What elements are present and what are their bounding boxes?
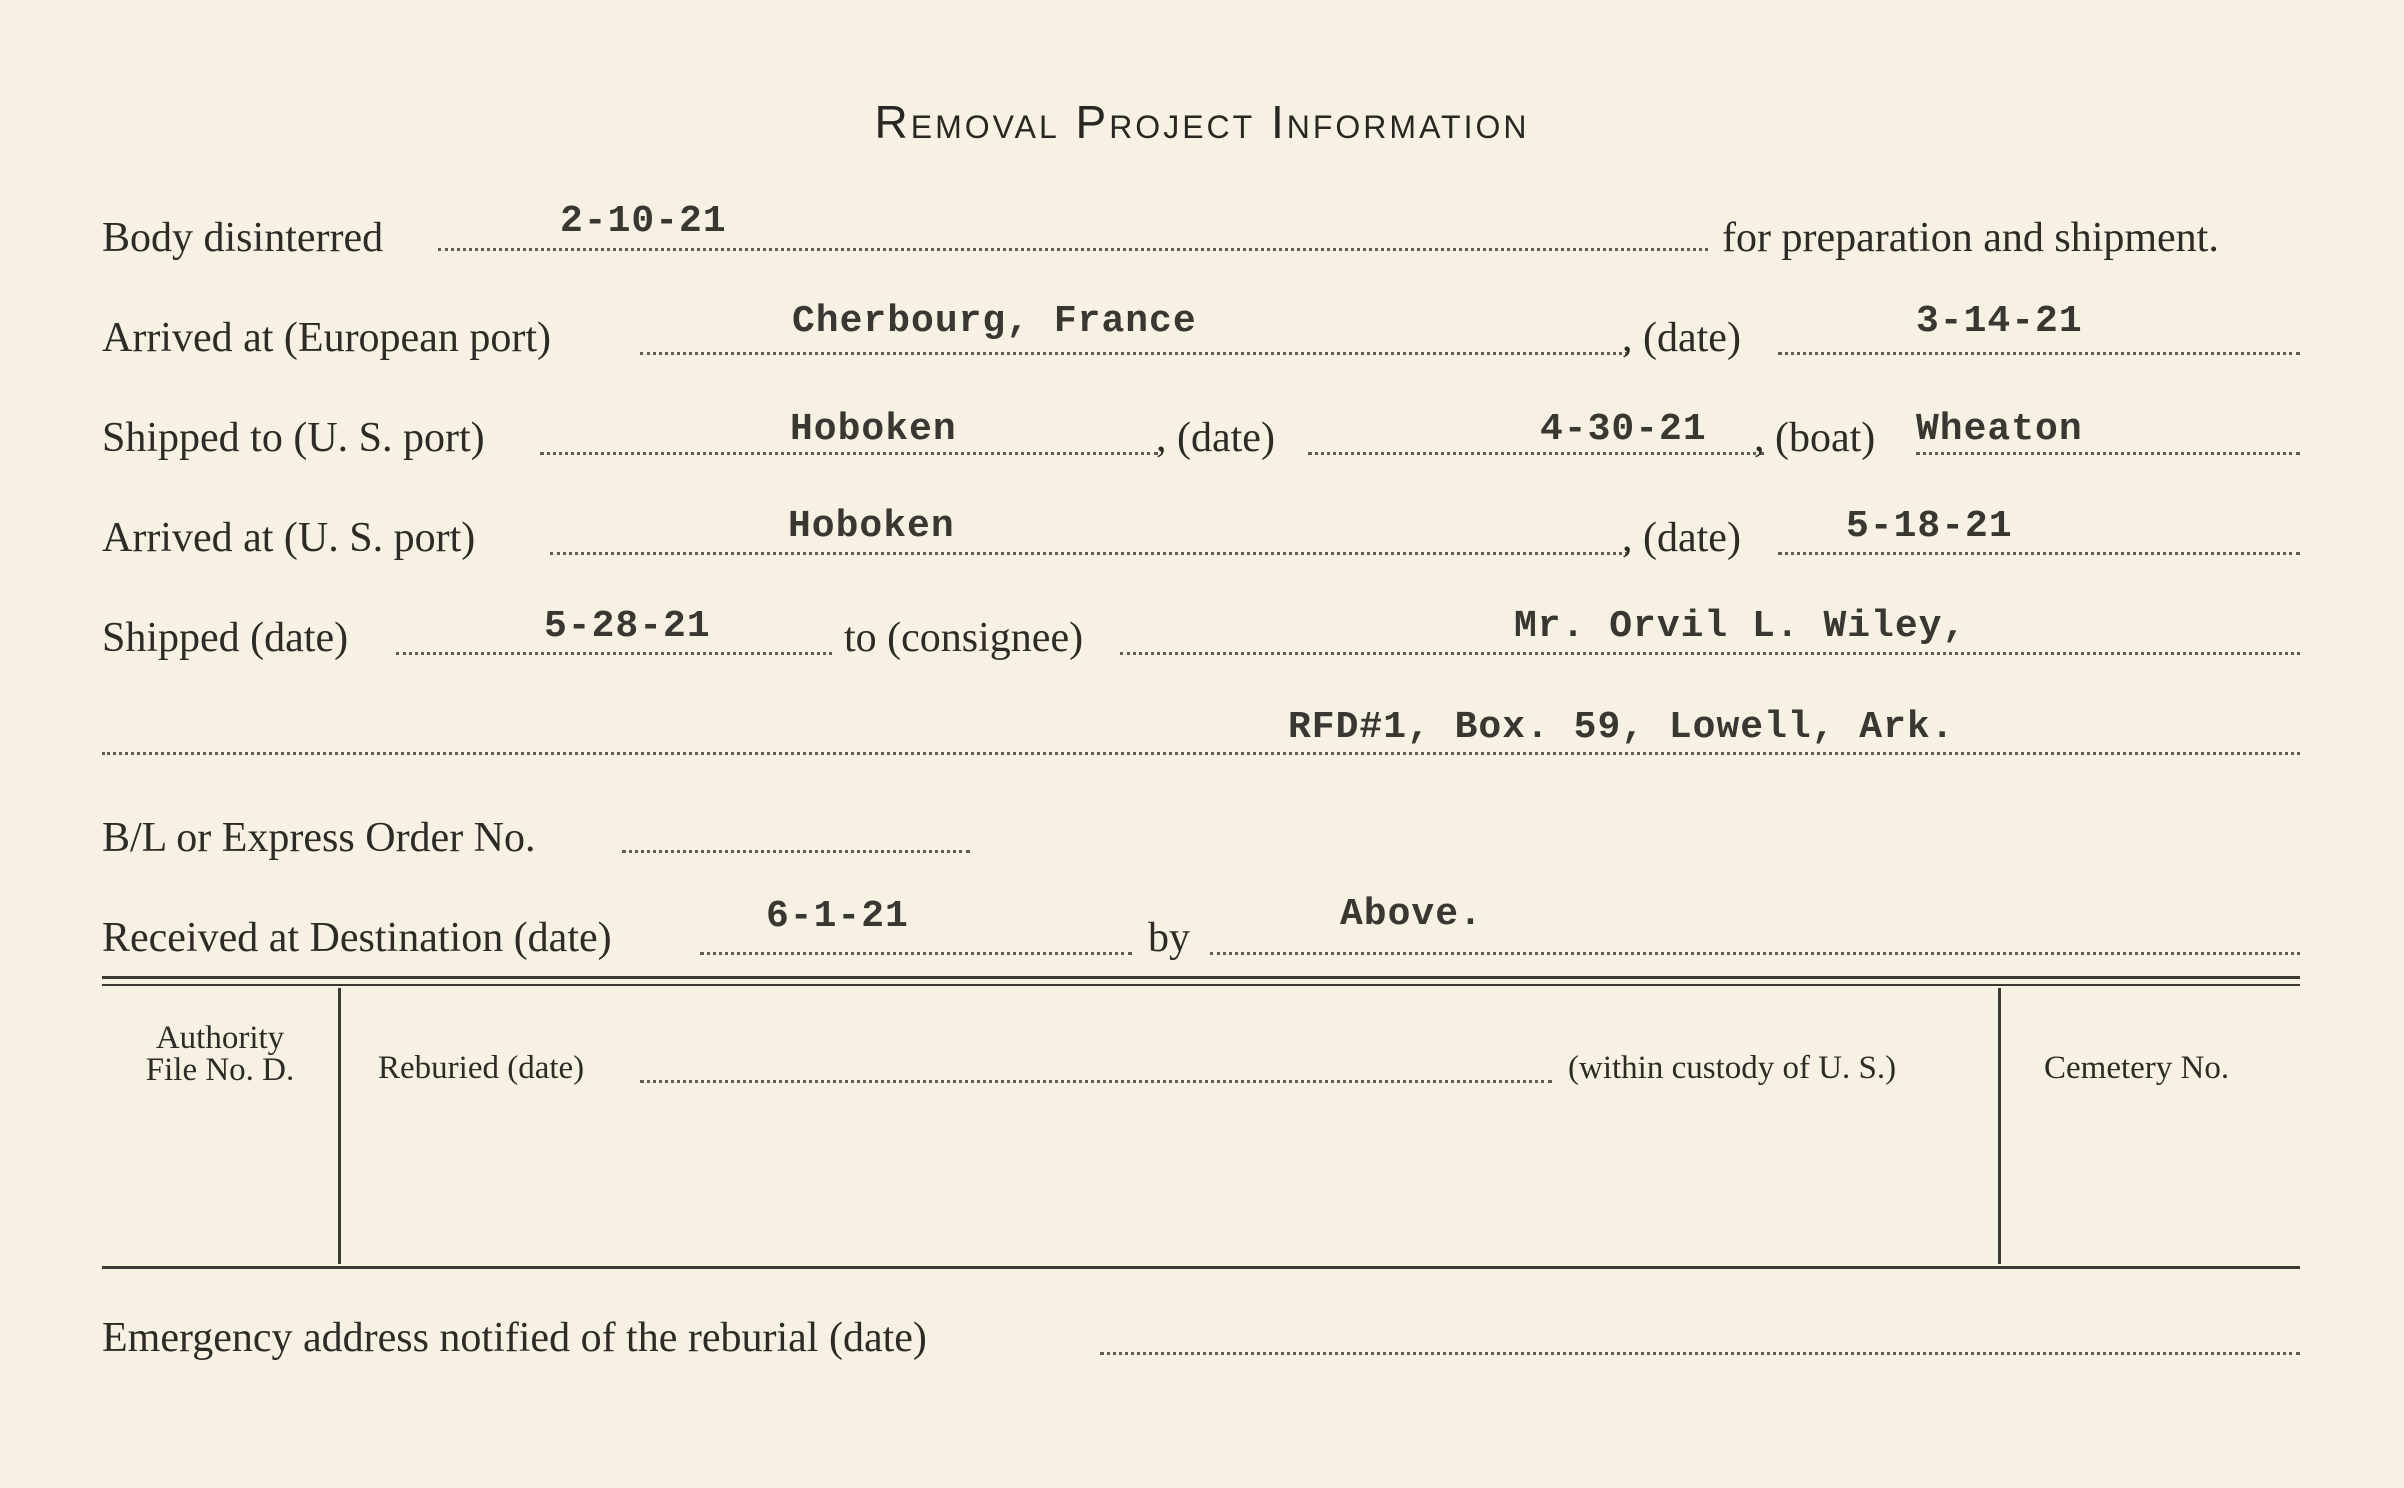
us-port-arrived-value: Hoboken (788, 505, 955, 548)
table-top-rule-inner (102, 984, 2300, 986)
disinterred-label: Body disinterred (102, 215, 384, 261)
custody-label: (within custody of U. S.) (1568, 1050, 1897, 1086)
authority-label-line2: File No. D. (145, 1052, 295, 1088)
disinterred-date: 2-10-21 (560, 200, 727, 243)
received-by-value: Above. (1340, 893, 1483, 936)
bl-line (622, 850, 970, 853)
boat-value: Wheaton (1916, 408, 2083, 451)
us-shipped-date-line (1308, 452, 1764, 455)
european-date-label: , (date) (1622, 315, 1741, 361)
us-port-arrived-label: Arrived at (U. S. port) (102, 515, 476, 561)
consignee-name: Mr. Orvil L. Wiley, (1514, 605, 1967, 648)
bl-label: B/L or Express Order No. (102, 815, 536, 861)
us-arrived-date-line (1778, 552, 2300, 555)
consignee-address: RFD#1, Box. 59, Lowell, Ark. (1288, 706, 1955, 749)
european-date-line (1778, 352, 2300, 355)
boat-line (1916, 452, 2300, 455)
european-port-value: Cherbourg, France (792, 300, 1197, 343)
boat-label: , (boat) (1754, 415, 1876, 461)
card-title: Removal Project Information (874, 96, 1530, 148)
table-bottom-rule (102, 1266, 2300, 1269)
received-by-line (1210, 952, 2300, 955)
address-line (102, 752, 2300, 755)
reburied-line (640, 1080, 1552, 1083)
us-port-arrived-line (550, 552, 1628, 555)
shipped-date-label: Shipped (date) (102, 615, 349, 661)
emergency-line (1100, 1352, 2300, 1355)
european-port-label: Arrived at (European port) (102, 315, 551, 361)
received-by-label: by (1148, 915, 1190, 961)
us-arrived-date-label: , (date) (1622, 515, 1741, 561)
european-port-line (640, 352, 1628, 355)
consignee-label: to (consignee) (844, 615, 1084, 661)
authority-label-line1: Authority (155, 1020, 285, 1056)
disinterred-suffix: for preparation and shipment. (1722, 215, 2219, 261)
emergency-label: Emergency address notified of the reburial (date) (102, 1315, 927, 1361)
reburied-label: Reburied (date) (378, 1050, 585, 1086)
us-port-shipped-value: Hoboken (790, 408, 957, 451)
received-date-line (700, 952, 1132, 955)
european-date-value: 3-14-21 (1916, 300, 2083, 343)
consignee-line (1120, 652, 2300, 655)
table-top-rule (102, 976, 2300, 979)
us-port-shipped-label: Shipped to (U. S. port) (102, 415, 485, 461)
us-port-shipped-line (540, 452, 1158, 455)
received-date-value: 6-1-21 (766, 895, 909, 938)
us-shipped-date-value: 4-30-21 (1540, 408, 1707, 451)
received-label: Received at Destination (date) (102, 915, 612, 961)
shipped-date-value: 5-28-21 (544, 605, 711, 648)
table-divider-left (338, 988, 341, 1264)
shipped-date-line (396, 652, 832, 655)
us-arrived-date-value: 5-18-21 (1846, 505, 2013, 548)
cemetery-label: Cemetery No. (2044, 1050, 2230, 1086)
table-divider-right (1998, 988, 2001, 1264)
disinterred-line (438, 248, 1708, 251)
us-shipped-date-label: , (date) (1156, 415, 1275, 461)
